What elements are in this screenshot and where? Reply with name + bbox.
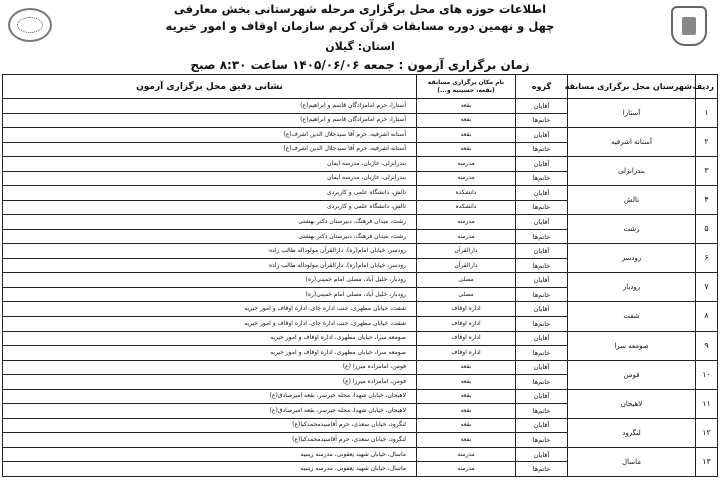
table-row	[3, 99, 718, 114]
row-number: ۶	[696, 244, 718, 273]
row-number: ۵	[696, 215, 718, 244]
group-cell: آقایان	[516, 389, 568, 404]
place-cell: بقعه	[417, 128, 516, 143]
city-cell: رودسر	[568, 244, 696, 273]
address-cell: صومعه سرا، خیابان مطهری، اداره اوقاف و امور خیریه	[3, 346, 417, 361]
table-header-row	[3, 75, 718, 99]
group-cell: خانم‌ها	[516, 287, 568, 302]
city-cell: شفت	[568, 302, 696, 331]
city-cell: فومن	[568, 360, 696, 389]
row-number: ۱۱	[696, 389, 718, 418]
place-cell: بقعه	[417, 389, 516, 404]
place-cell: مصلی	[417, 287, 516, 302]
table-row	[3, 360, 718, 375]
document-title: اطلاعات حوزه های محل برگزاری مرحله شهرستانی بخش معارفی	[173, 2, 547, 16]
group-cell: آقایان	[516, 360, 568, 375]
place-cell: دارالقرآن	[417, 244, 516, 259]
place-cell: دارالقرآن	[417, 258, 516, 273]
group-cell: خانم‌ها	[516, 404, 568, 419]
address-cell: رودسر، خیابان امام(ره)، دارالقرآن مولوداله طالب زاده	[3, 244, 417, 259]
province-line: استان: گیلان	[325, 40, 395, 53]
address-cell: ماسال، خیابان شهید یعقوبی، مدرسه زینبیه	[3, 447, 417, 462]
row-number: ۱	[696, 99, 718, 128]
address-cell: فومن، امامزاده میرزا (ع)	[3, 360, 417, 375]
group-cell: آقایان	[516, 157, 568, 172]
group-cell: آقایان	[516, 418, 568, 433]
place-cell: مدرسه	[417, 462, 516, 477]
group-cell: خانم‌ها	[516, 462, 568, 477]
place-cell: اداره اوقاف	[417, 316, 516, 331]
address-cell: لنگرود، خیابان سعدی، حرم آقاسیدمحمدکیا(ع)	[3, 433, 417, 448]
address-cell: تالش، دانشگاه علمی و کاربردی	[3, 200, 417, 215]
city-cell: ماسال	[568, 447, 696, 476]
city-cell: رشت	[568, 215, 696, 244]
row-number: ۹	[696, 331, 718, 360]
address-cell: رودسر، خیابان امام(ره)، دارالقرآن مولوداله طالب زاده	[3, 258, 417, 273]
table-row	[3, 389, 718, 404]
row-number: ۱۰	[696, 360, 718, 389]
group-cell: خانم‌ها	[516, 142, 568, 157]
table-row	[3, 447, 718, 462]
address-cell: شفت، خیابان مطهری، جنب اداره چای، اداره اوقاف و امور خیریه	[3, 302, 417, 317]
place-cell: دانشکده	[417, 186, 516, 201]
group-cell: خانم‌ها	[516, 316, 568, 331]
address-cell: آستانه اشرفیه، حرم آقا سیدجلال الدین اشرف(ع)	[3, 142, 417, 157]
table-row	[3, 244, 718, 259]
city-cell: بندرانزلی	[568, 157, 696, 186]
address-cell: لنگرود، خیابان سعدی، حرم آقاسیدمحمدکیا(ع)	[3, 418, 417, 433]
city-cell: لنگرود	[568, 418, 696, 447]
group-cell: آقایان	[516, 447, 568, 462]
row-number: ۱۲	[696, 418, 718, 447]
exam-time-line: زمان برگزاری آزمون : جمعه ۱۴۰۵/۰۶/۰۶ ساعت ۸:۳۰ صبح	[190, 58, 530, 72]
row-number: ۸	[696, 302, 718, 331]
table-row	[3, 331, 718, 346]
city-cell: رودبار	[568, 273, 696, 302]
place-cell: بقعه	[417, 360, 516, 375]
table-row	[3, 215, 718, 230]
table-row	[3, 128, 718, 143]
group-cell: آقایان	[516, 99, 568, 114]
document-subtitle: چهل و نهمین دوره مسابقات قرآن کریم سازمان اوقاف و امور خیریه	[165, 19, 555, 33]
group-cell: خانم‌ها	[516, 200, 568, 215]
address-cell: رودبار، خلیل آباد، مصلی امام خمینی(ره)	[3, 273, 417, 288]
column-header-city: شهرستان محل برگزاری مسابقه	[568, 75, 696, 99]
city-cell: آستارا	[568, 99, 696, 128]
place-cell: مصلی	[417, 273, 516, 288]
group-cell: آقایان	[516, 244, 568, 259]
address-cell: رشت، میدان فرهنگ، دبیرستان دکتر بهشتی	[3, 229, 417, 244]
place-cell: اداره اوقاف	[417, 302, 516, 317]
column-header-num: ردیف	[696, 75, 718, 99]
place-cell: بقعه	[417, 418, 516, 433]
table-row	[3, 302, 718, 317]
place-cell: بقعه	[417, 433, 516, 448]
address-cell: فومن، امامزاده میرزا (ع)	[3, 375, 417, 390]
column-header-address: نشانی دقیق محل برگزاری آزمون	[3, 75, 417, 99]
group-cell: خانم‌ها	[516, 229, 568, 244]
venues-table	[2, 74, 718, 477]
group-cell: خانم‌ها	[516, 346, 568, 361]
group-cell: خانم‌ها	[516, 375, 568, 390]
place-cell: اداره اوقاف	[417, 331, 516, 346]
group-cell: خانم‌ها	[516, 113, 568, 128]
address-cell: لاهیجان، خیابان شهدا، محله جیرسر، بقعه امیرصادق(ع)	[3, 389, 417, 404]
place-cell: مدرسه	[417, 157, 516, 172]
row-number: ۱۳	[696, 447, 718, 476]
column-header-group: گروه	[516, 75, 568, 99]
place-cell: بقعه	[417, 142, 516, 157]
place-cell: مدرسه	[417, 215, 516, 230]
address-cell: رشت، میدان فرهنگ، دبیرستان دکتر بهشتی	[3, 215, 417, 230]
group-cell: خانم‌ها	[516, 171, 568, 186]
address-cell: بندرانزلی، غازیان، مدرسه ایمان	[3, 157, 417, 172]
group-cell: خانم‌ها	[516, 258, 568, 273]
city-cell: تالش	[568, 186, 696, 215]
table-row	[3, 186, 718, 201]
organization-logo-right	[666, 4, 712, 50]
city-cell: آستانه اشرفیه	[568, 128, 696, 157]
table-row	[3, 418, 718, 433]
address-cell: رودبار، خلیل آباد، مصلی امام خمینی(ره)	[3, 287, 417, 302]
organization-logo-left	[8, 4, 54, 50]
place-cell: بقعه	[417, 404, 516, 419]
group-cell: خانم‌ها	[516, 433, 568, 448]
city-cell: لاهیجان	[568, 389, 696, 418]
address-cell: لاهیجان، خیابان شهدا، محله جیرسر، بقعه امیرصادق(ع)	[3, 404, 417, 419]
table-row	[3, 157, 718, 172]
group-cell: آقایان	[516, 331, 568, 346]
group-cell: آقایان	[516, 128, 568, 143]
city-cell: صومعه سرا	[568, 331, 696, 360]
address-cell: بندرانزلی، غازیان، مدرسه ایمان	[3, 171, 417, 186]
place-cell: بقعه	[417, 113, 516, 128]
address-cell: صومعه سرا، خیابان مطهری، اداره اوقاف و امور خیریه	[3, 331, 417, 346]
address-cell: شفت، خیابان مطهری، جنب اداره چای، اداره اوقاف و امور خیریه	[3, 316, 417, 331]
address-cell: تالش، دانشگاه علمی و کاربردی	[3, 186, 417, 201]
address-cell: آستارا، حرم امامزادگان قاسم و ابراهیم(ع)	[3, 99, 417, 114]
group-cell: آقایان	[516, 186, 568, 201]
address-cell: آستارا، حرم امامزادگان قاسم و ابراهیم(ع)	[3, 113, 417, 128]
place-cell: بقعه	[417, 99, 516, 114]
table-row	[3, 273, 718, 288]
row-number: ۳	[696, 157, 718, 186]
row-number: ۴	[696, 186, 718, 215]
place-cell: دانشکده	[417, 200, 516, 215]
place-cell: مدرسه	[417, 229, 516, 244]
row-number: ۷	[696, 273, 718, 302]
address-cell: ماسال، خیابان شهید یعقوبی، مدرسه زینبیه	[3, 462, 417, 477]
group-cell: آقایان	[516, 302, 568, 317]
group-cell: آقایان	[516, 215, 568, 230]
column-header-place: نام مکان برگزاری مسابقه (بقعه، حسینیه و...)	[417, 75, 516, 99]
place-cell: مدرسه	[417, 171, 516, 186]
row-number: ۲	[696, 128, 718, 157]
place-cell: مدرسه	[417, 447, 516, 462]
place-cell: اداره اوقاف	[417, 346, 516, 361]
group-cell: آقایان	[516, 273, 568, 288]
address-cell: آستانه اشرفیه، حرم آقا سیدجلال الدین اشرف(ع)	[3, 128, 417, 143]
place-cell: بقعه	[417, 375, 516, 390]
